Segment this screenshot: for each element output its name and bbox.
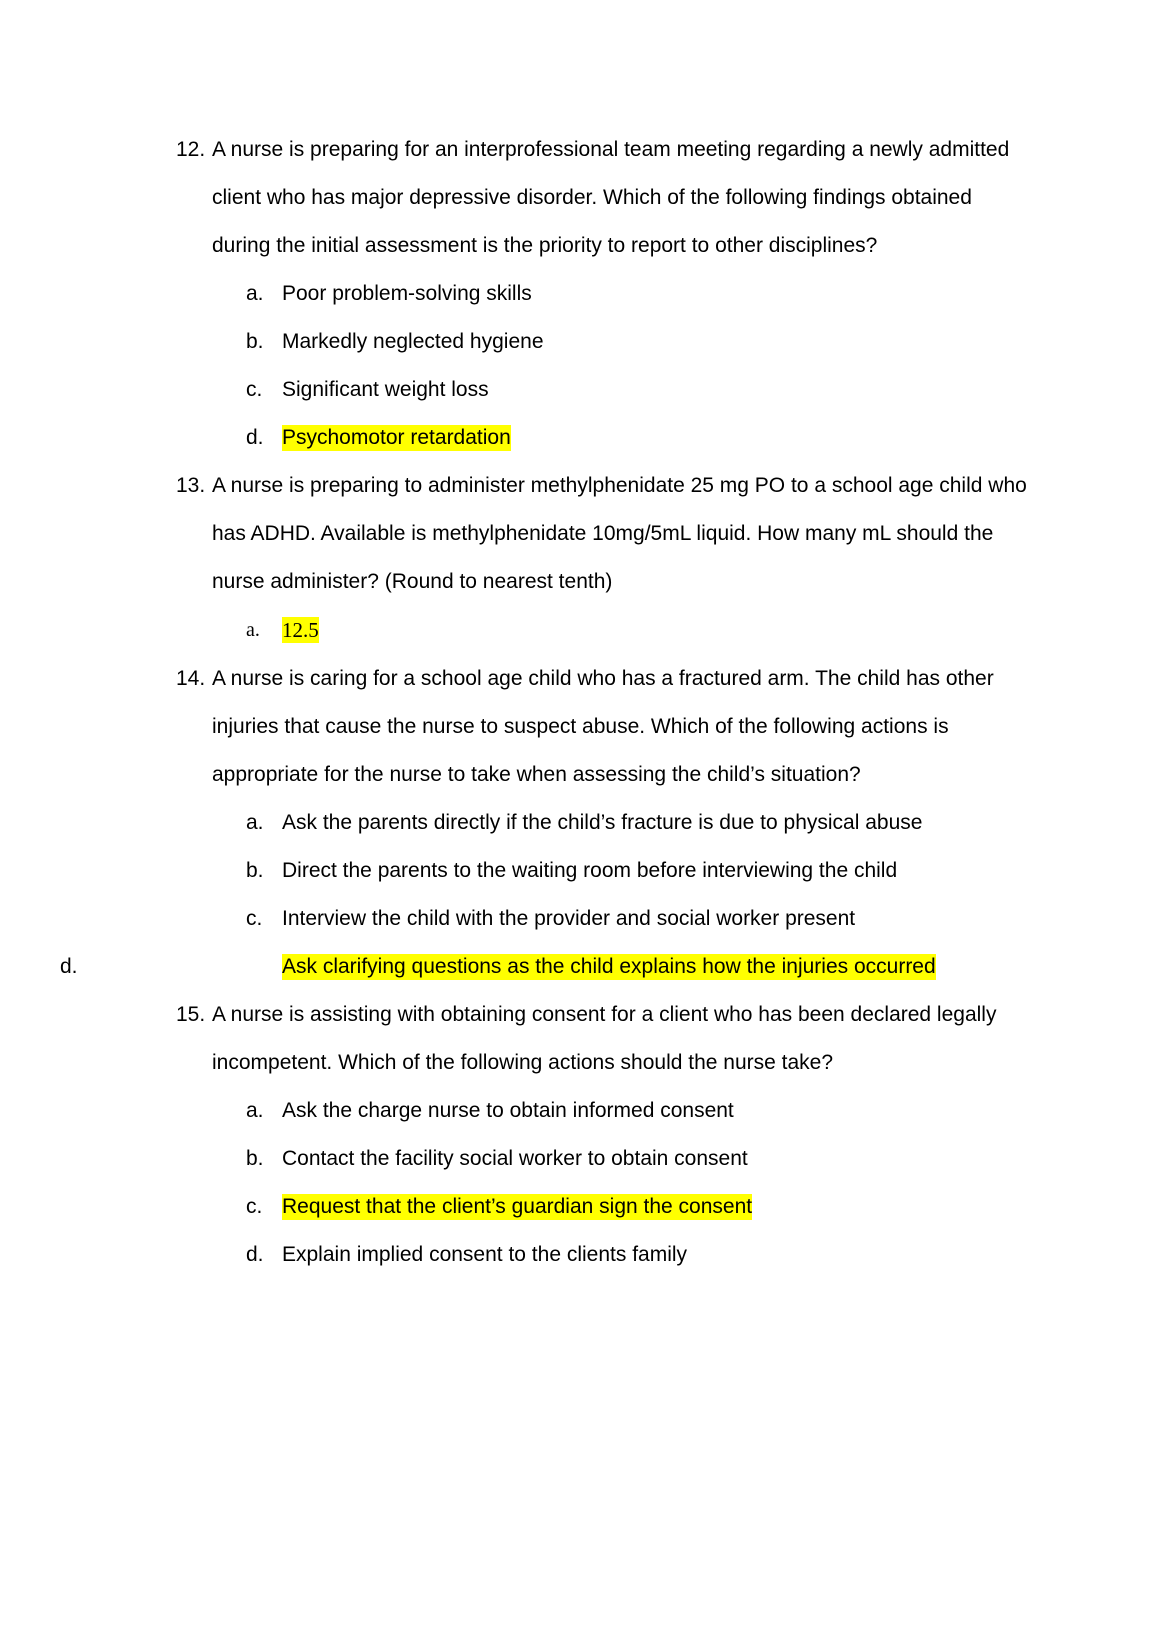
option-letter: c. — [246, 378, 263, 401]
question-number: 12. — [176, 138, 206, 161]
option-text: Markedly neglected hygiene — [282, 330, 544, 353]
question-text-line: injuries that cause the nurse to suspect abuse. Which of the following actions is — [212, 715, 949, 738]
option-text: Ask the charge nurse to obtain informed consent — [282, 1099, 734, 1122]
question-text-line: during the initial assessment is the priority to report to other disciplines? — [212, 234, 878, 257]
question-text-line: A nurse is caring for a school age child who has a fractured arm. The child has other — [212, 667, 994, 690]
option-text: Interview the child with the provider and social worker present — [282, 907, 856, 930]
option-text-highlighted: Ask clarifying questions as the child explains how the injuries occurred — [282, 955, 936, 978]
question-text-line: A nurse is preparing to administer methylphenidate 25 mg PO to a school age child who — [212, 474, 1027, 497]
option-letter: a. — [246, 811, 264, 834]
option-text: Direct the parents to the waiting room before interviewing the child — [282, 859, 898, 882]
option-text-highlighted: Psychomotor retardation — [282, 426, 511, 449]
option-letter: a. — [246, 619, 260, 641]
option-letter: d. — [246, 426, 264, 449]
question-text-line: incompetent. Which of the following actions should the nurse take? — [212, 1051, 834, 1074]
option-letter: b. — [246, 1147, 264, 1170]
option-letter: c. — [246, 1195, 263, 1218]
option-letter: b. — [246, 330, 264, 353]
option-letter: c. — [246, 907, 263, 930]
option-text-highlighted: Request that the client’s guardian sign the consent — [282, 1195, 753, 1218]
question-number: 14. — [176, 667, 206, 690]
option-text: Ask the parents directly if the child’s fracture is due to physical abuse — [282, 811, 923, 834]
option-text: Significant weight loss — [282, 378, 489, 401]
option-letter: b. — [246, 859, 264, 882]
question-text-line: client who has major depressive disorder. Which of the following findings obtained — [212, 186, 972, 209]
question-text-line: A nurse is preparing for an interprofessional team meeting regarding a newly admitted — [212, 138, 1010, 161]
option-text-highlighted: 12.5 — [282, 618, 319, 642]
option-letter: d. — [246, 1243, 264, 1266]
question-text-line: appropriate for the nurse to take when assessing the child’s situation? — [212, 763, 861, 786]
option-text: Explain implied consent to the clients family — [282, 1243, 688, 1266]
option-text: Contact the facility social worker to obtain consent — [282, 1147, 748, 1170]
option-letter: d. — [60, 955, 78, 978]
question-text-line: nurse administer? (Round to nearest tenth) — [212, 570, 613, 593]
option-letter: a. — [246, 282, 264, 305]
question-text-line: A nurse is assisting with obtaining consent for a client who has been declared legally — [212, 1003, 997, 1026]
question-text-line: has ADHD. Available is methylphenidate 10mg/5mL liquid. How many mL should the — [212, 522, 994, 545]
question-number: 15. — [176, 1003, 206, 1026]
option-text: Poor problem-solving skills — [282, 282, 532, 305]
question-number: 13. — [176, 474, 206, 497]
option-letter: a. — [246, 1099, 264, 1122]
